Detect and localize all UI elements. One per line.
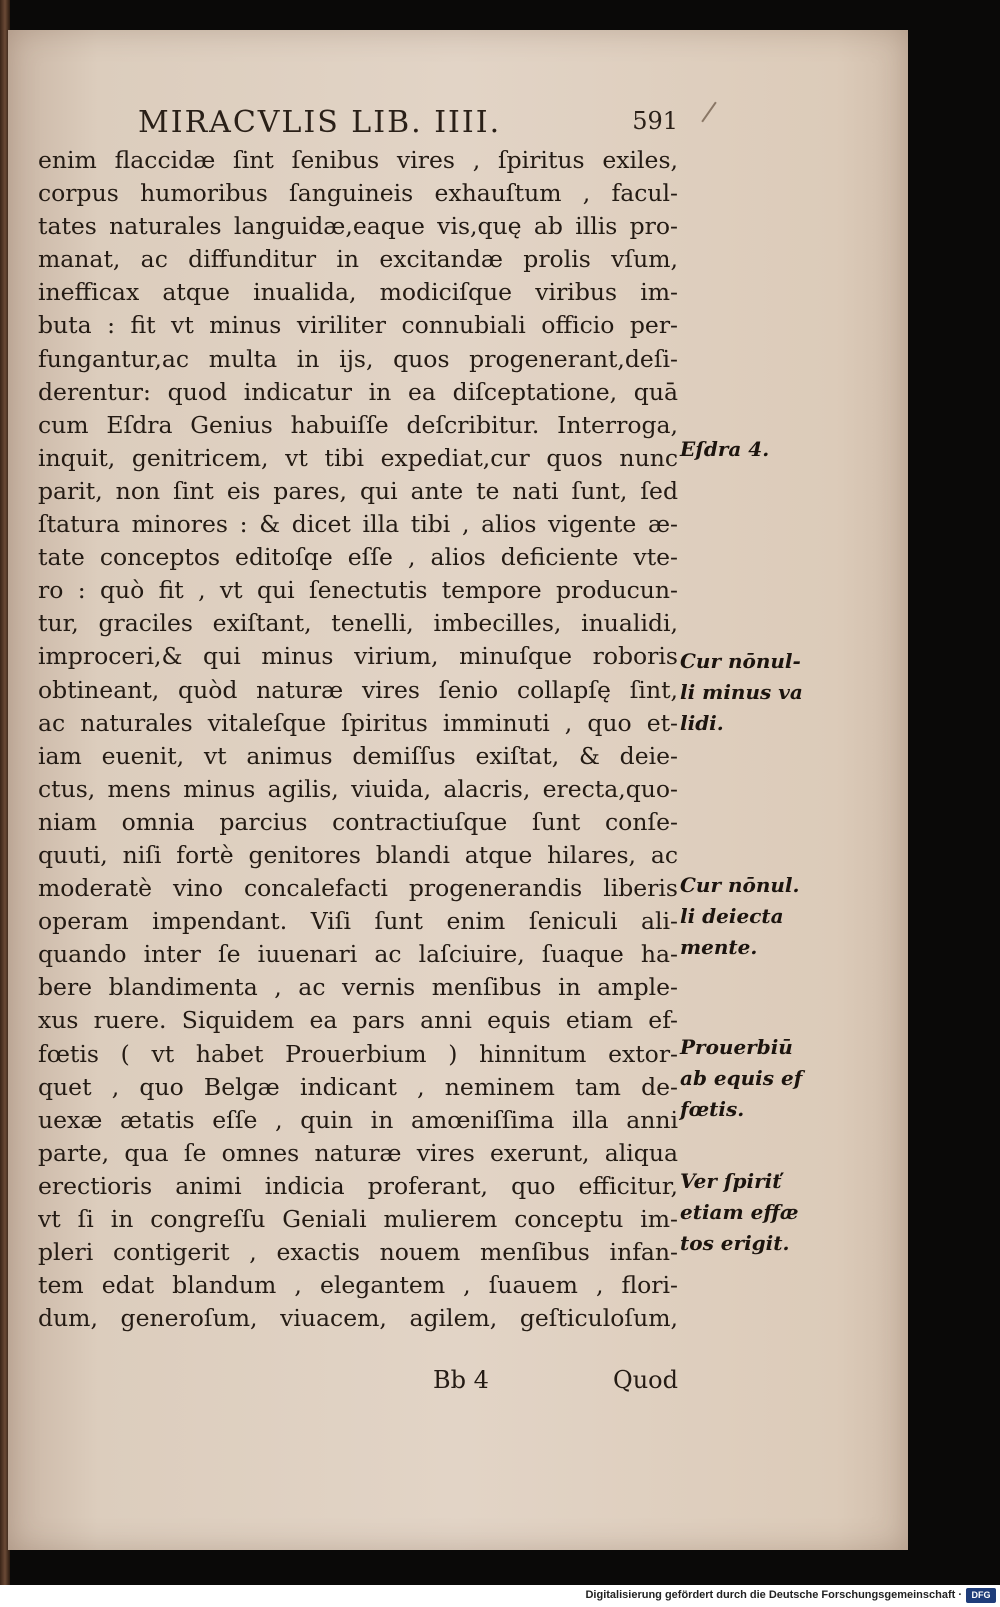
page-number: 591 bbox=[632, 107, 678, 135]
text-line: ro : quò fit , vt qui ſenectutis tempore producun- bbox=[38, 576, 678, 605]
text-line: iam euenit, vt animus demiſſus exiſtat, & deie- bbox=[38, 741, 678, 770]
margin-note-line: Eſdra 4. bbox=[680, 437, 770, 461]
margin-note-line: mente. bbox=[680, 935, 758, 959]
text-line: moderatè vino concalefacti progenerandis liberis bbox=[38, 874, 678, 903]
text-line: improceri,& qui minus virium, minuſque roboris bbox=[38, 642, 678, 671]
dfg-logo: DFG bbox=[966, 1588, 996, 1603]
text-line: xus ruere. Siquidem ea pars anni equis etiam ef- bbox=[38, 1006, 678, 1035]
catchword: Quod bbox=[613, 1366, 678, 1394]
book-page bbox=[8, 30, 908, 1550]
text-line: uexæ ætatis eſſe , quin in amœniſſima illa anni bbox=[38, 1105, 678, 1134]
text-line: derentur: quod indicatur in ea diſceptatione, quā bbox=[38, 377, 678, 406]
margin-note-line: Cur nōnul- bbox=[680, 649, 801, 673]
digitization-credit-bar bbox=[0, 1585, 1000, 1607]
text-line: enim flaccidæ ſint ſenibus vires , ſpiritus exiles, bbox=[38, 146, 678, 174]
text-line: cum Eſdra Genius habuiſſe deſcribitur. Interroga, bbox=[38, 410, 678, 439]
text-line: ſtatura minores : & dicet illa tibi , alios vigente æ- bbox=[38, 510, 678, 539]
text-line: quuti, niſi fortè genitores blandi atque hilares, ac bbox=[38, 840, 678, 869]
text-line: quet , quo Belgæ indicant , neminem tam de- bbox=[38, 1072, 678, 1101]
text-line: fungantur,ac multa in ijs, quos progenerant,deſi- bbox=[38, 344, 678, 373]
margin-note-esdra bbox=[680, 434, 769, 465]
running-title: MIRACVLIS LIB. IIII. bbox=[138, 105, 502, 140]
text-line: dum, generoſum, viuacem, agilem, geſticuloſum, bbox=[38, 1304, 678, 1333]
text-line: tates naturales languidæ,eaque vis,quę ab illis pro- bbox=[38, 212, 678, 241]
body-text bbox=[38, 144, 678, 1335]
text-line: parte, qua ſe omnes naturæ vires exerunt, aliqua bbox=[38, 1138, 678, 1167]
margin-note-line: Prouerbiū bbox=[680, 1035, 793, 1059]
margin-note-minus-validi bbox=[680, 646, 803, 739]
margin-note-ver-spiritus bbox=[680, 1166, 799, 1259]
signature-mark: Bb 4 bbox=[433, 1366, 489, 1394]
margin-note-deiecta-mente bbox=[680, 870, 799, 963]
text-line: parit, non ſint eis pares, qui ante te nati ſunt, ſed bbox=[38, 476, 678, 505]
margin-note-line: Ver ſpiriť bbox=[680, 1169, 782, 1193]
text-line: tate conceptos editoſqe eſſe , alios deficiente vte- bbox=[38, 543, 678, 572]
marginalia bbox=[680, 30, 840, 1530]
text-line: inefficax atque inualida, modiciſque viribus im- bbox=[38, 278, 678, 307]
digitization-credit: Digitalisierung gefördert durch die Deutsche Forschungsgemeinschaft · bbox=[585, 1589, 962, 1601]
text-line: bere blandimenta , ac vernis menſibus in ample- bbox=[38, 973, 678, 1002]
text-line: erectioris animi indicia proferant, quo efficitur, bbox=[38, 1171, 678, 1200]
text-line: corpus humoribus ſanguineis exhauſtum , facul- bbox=[38, 179, 678, 208]
text-line: buta : fit vt minus viriliter connubiali officio per- bbox=[38, 311, 678, 340]
text-line: fœtis ( vt habet Prouerbium ) hinnitum extor- bbox=[38, 1039, 678, 1068]
text-line: niam omnia parcius contractiuſque ſunt conſe- bbox=[38, 807, 678, 836]
text-line: quando inter ſe iuuenari ac laſciuire, ſuaque ha- bbox=[38, 940, 678, 969]
margin-note-line: fœtis. bbox=[680, 1097, 745, 1121]
text-line: tur, graciles exiſtant, tenelli, imbecilles, inualidi, bbox=[38, 609, 678, 638]
margin-note-line: tos erigit. bbox=[680, 1231, 790, 1255]
text-line: vt ſi in congreſſu Geniali mulierem conceptu im- bbox=[38, 1205, 678, 1233]
text-line: obtineant, quòd naturæ vires ſenio collapſę ſint, bbox=[38, 675, 678, 704]
margin-note-prouerbium bbox=[680, 1032, 802, 1125]
text-line: ac naturales vitaleſque ſpiritus imminuti , quo et- bbox=[38, 708, 678, 737]
margin-note-line: Cur nōnul. bbox=[680, 873, 800, 897]
running-head bbox=[38, 105, 678, 145]
text-line: ctus, mens minus agilis, viuida, alacris, erecta,quo- bbox=[38, 774, 678, 803]
text-line: manat, ac diffunditur in excitandæ prolis vſum, bbox=[38, 245, 678, 274]
margin-note-line: ab equis ef bbox=[680, 1066, 803, 1090]
margin-note-line: lidi. bbox=[680, 711, 724, 735]
margin-note-line: li minus va bbox=[680, 680, 803, 704]
page-footer bbox=[38, 1366, 678, 1406]
text-line: tem edat blandum , elegantem , ſuauem , flori- bbox=[38, 1271, 678, 1300]
margin-note-line: etiam effæ bbox=[680, 1200, 799, 1224]
text-line: inquit, genitricem, vt tibi expediat,cur quos nunc bbox=[38, 443, 678, 472]
margin-note-line: li deiecta bbox=[680, 904, 784, 928]
text-line: pleri contigerit , exactis nouem menſibus infan- bbox=[38, 1238, 678, 1267]
text-line: operam impendant. Viſi ſunt enim ſeniculi ali- bbox=[38, 907, 678, 936]
